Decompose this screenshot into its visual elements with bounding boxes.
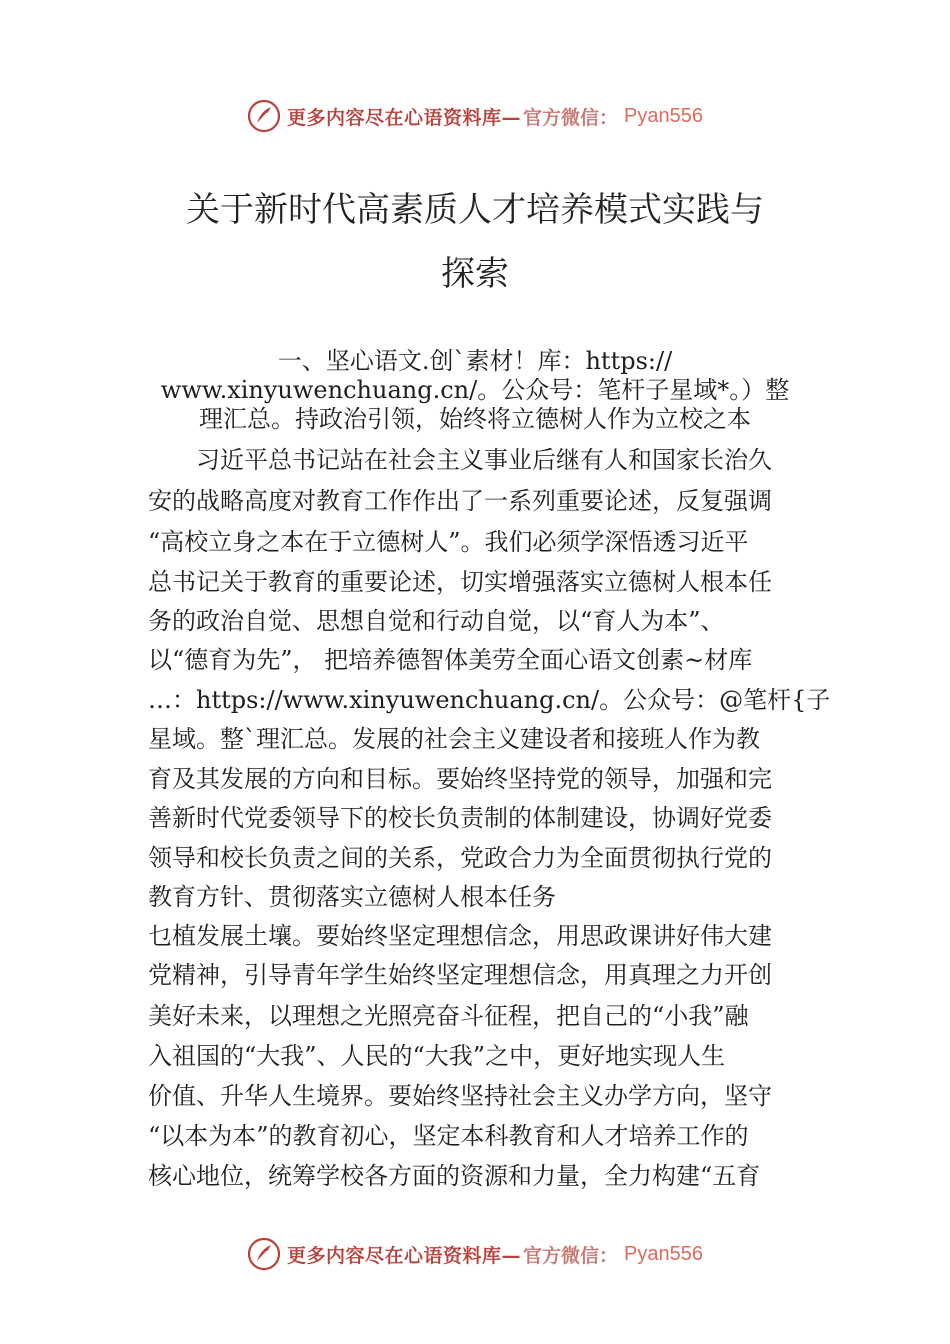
paragraph-line: 领导和校长负责之间的关系，党政合力为全面贯彻执行党的	[148, 844, 772, 872]
paragraph-line: 价值、升华人生境界。要始终坚持社会主义办学方向，坚守	[148, 1082, 772, 1110]
paragraph-line: 以“德育为先”， 把培养德智体美劳全面心语文创素~材库	[148, 646, 753, 674]
document-title-line-1: 关于新时代高素质人才培养模式实践与	[186, 190, 764, 230]
header-banner	[0, 96, 950, 136]
paragraph-line: 乜植发展土壤。要始终坚定理想信念，用思政课讲好伟大建	[148, 922, 772, 950]
paragraph-line: 善新时代党委领导下的校长负责制的体制建设，协调好党委	[148, 804, 772, 832]
section-heading-line: www.xinyuwenchuang.cn/。公众号：笔杆子星域*。）整	[160, 376, 790, 404]
paragraph-line: 党精神，引导青年学生始终坚定理想信念，用真理之力开创	[148, 961, 772, 989]
paragraph-line: 务的政治自觉、思想自觉和行动自觉，以“育人为本”、	[148, 607, 725, 635]
paragraph-line: 星域。整`理汇总。发展的社会主义建设者和接班人作为教	[148, 725, 760, 753]
feather-pen-logo-icon	[247, 99, 281, 133]
banner-wechat-id: Pyan556	[624, 1242, 703, 1265]
paragraph-line: 习近平总书记站在社会主义事业后继有人和国家长治久	[196, 446, 772, 474]
paragraph-line: 育及其发展的方向和目标。要始终坚持党的领导，加强和完	[148, 765, 772, 793]
paragraph-line: …：https://www.xinyuwenchuang.cn/。公众号：@笔杆{子	[148, 686, 831, 714]
banner-text: 更多内容尽在心语资料库—	[287, 1244, 522, 1267]
paragraph-line: 总书记关于教育的重要论述，切实增强落实立德树人根本任	[148, 568, 772, 596]
section-heading-line: 一、坚心语文.创`素材！库：https://	[277, 347, 673, 375]
paragraph-line: 核心地位，统筹学校各方面的资源和力量，全力构建“五育	[148, 1162, 761, 1190]
banner-text: 更多内容尽在心语资料库—	[287, 106, 522, 129]
paragraph-line: “以本为本”的教育初心，坚定本科教育和人才培养工作的	[148, 1122, 749, 1150]
paragraph-line: 安的战略高度对教育工作作出了一系列重要论述，反复强调	[148, 487, 772, 515]
document-title-line-2: 探索	[441, 254, 509, 294]
paragraph-line: “高校立身之本在于立德树人”。我们必须学深悟透习近平	[148, 528, 749, 556]
banner-wechat-label: 官方微信：	[523, 1244, 619, 1267]
paragraph-line: 入祖国的“大我”、人民的“大我”之中，更好地实现人生	[148, 1042, 726, 1070]
footer-banner	[0, 1234, 950, 1274]
banner-wechat-label: 官方微信：	[523, 106, 619, 129]
paragraph-line: 教育方针、贯彻落实立德树人根本任务	[148, 883, 556, 911]
paragraph-line: 美好未来，以理想之光照亮奋斗征程，把自己的“小我”融	[148, 1002, 749, 1030]
feather-pen-logo-icon	[247, 1237, 281, 1271]
banner-wechat-id: Pyan556	[624, 104, 703, 127]
section-heading-line: 理汇总。持政治引领，始终将立德树人作为立校之本	[199, 405, 751, 433]
